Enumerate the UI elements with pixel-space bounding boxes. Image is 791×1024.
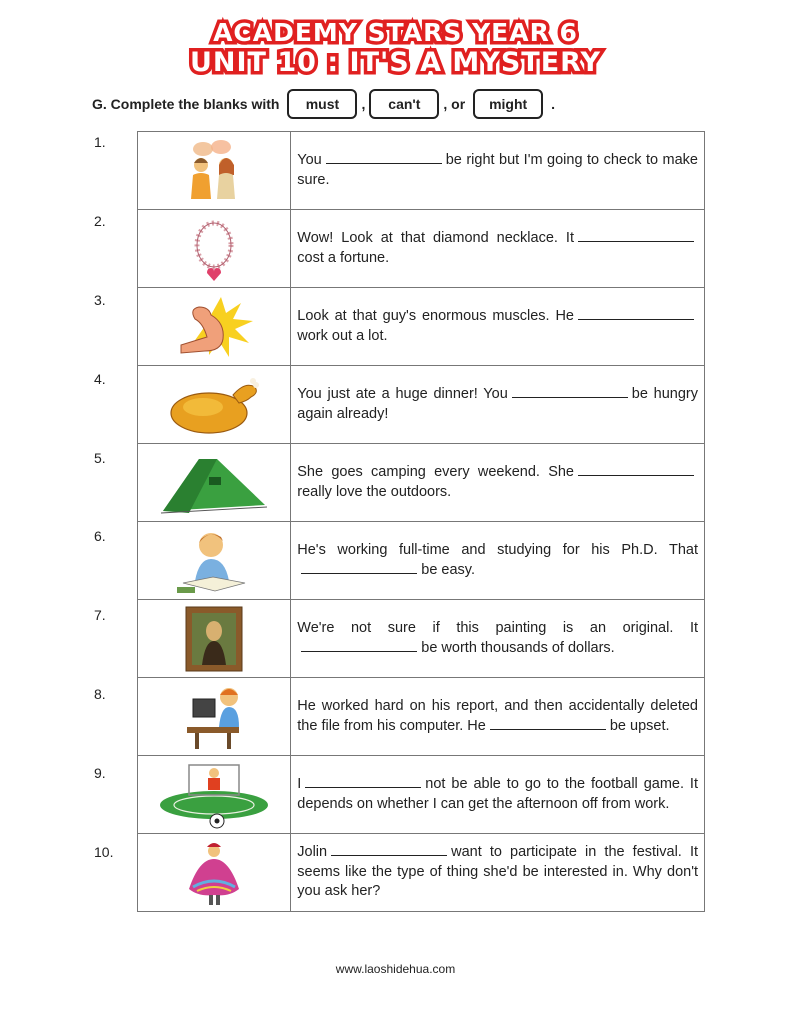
worksheet-title-line2: UNIT 10 : IT'S A MYSTERY [189,47,602,78]
picture-cell [138,522,291,600]
question-number: 1. [94,134,106,150]
sentence-cell [291,288,705,366]
exercise-row [138,678,705,756]
sentence-end: be hungry again already! [297,386,698,422]
pearl-necklace-icon [159,215,269,283]
green-tent-icon [159,449,269,517]
sentence-end: not be able to go to the football game. It depends on whether I can get the afternoon off from work. [297,776,698,812]
picture-cell [138,288,291,366]
picture-cell [138,678,291,756]
sentence-start: We're not sure if this painting is an original. It [297,620,698,636]
sentence-cell [291,522,705,600]
exercise-row [138,210,705,288]
picture-cell [138,132,291,210]
festival-dancer-icon [159,839,269,907]
sentence-start: Wow! Look at that diamond necklace. It [297,230,574,246]
worksheet-title-line1: ACADEMY STARS YEAR 6 [213,18,578,47]
sentence-start: You [297,152,322,168]
exercise-row [138,444,705,522]
sentence-end: want to participate in the festival. It seems like the type of thing she'd be interested in. Why don't you ask her? [297,844,698,900]
sentence-start: She goes camping every weekend. She [297,464,574,480]
exercise-row [138,522,705,600]
answer-blank[interactable] [578,307,694,320]
answer-blank[interactable] [301,561,417,574]
sentence-end: be worth thousands of dollars. [421,639,615,656]
picture-cell [138,444,291,522]
framed-painting-icon [159,605,269,673]
answer-blank[interactable] [305,775,421,788]
sentence-cell [291,444,705,522]
sentence-end: be right but I'm going to check to make sure. [297,152,698,188]
sentence-end: cost a fortune. [297,249,390,266]
footer-website: www.laoshidehua.com [335,962,456,976]
question-number: 6. [94,528,106,544]
sentence-start: He worked hard on his report, and then accidentally deleted the file from his computer. He [297,698,698,734]
sentence-cell [291,210,705,288]
sentence-cell [291,366,705,444]
question-number: 10. [94,844,114,860]
picture-cell [138,756,291,834]
question-number: 2. [94,213,106,229]
instruction-separator: , [361,96,366,112]
sentence-start: He's working full-time and studying for his Ph.D. That [297,542,698,558]
exercise-row [138,756,705,834]
sentence-end: be upset. [609,717,670,734]
boy-at-computer-icon [159,683,269,751]
answer-blank[interactable] [331,843,447,856]
boy-studying-icon [159,527,269,595]
sentence-start: I [297,776,302,792]
picture-cell [138,366,291,444]
sentence-end: be easy. [421,561,476,578]
answer-blank[interactable] [578,463,694,476]
exercise-row [138,288,705,366]
sentence-cell [291,600,705,678]
goalkeeper-football-icon [159,761,269,829]
instruction-separator: , or [443,96,466,112]
answer-blank[interactable] [490,717,606,730]
instruction-text: G. Complete the blanks with [92,96,280,112]
question-number: 7. [94,607,106,623]
question-number: 8. [94,686,106,702]
word-option-must: must [287,89,357,119]
sentence-cell [291,756,705,834]
sentence-cell [291,132,705,210]
exercise-table [137,131,705,912]
sentence-start: Jolin [297,844,328,861]
flexed-arm-muscle-icon [159,293,269,361]
question-number: 9. [94,765,106,781]
answer-blank[interactable] [301,639,417,652]
answer-blank[interactable] [578,229,694,242]
sentence-end: work out a lot. [297,327,388,344]
sentence-start: Look at that guy's enormous muscles. He [297,308,574,324]
exercise-row [138,132,705,210]
sentence-cell [291,834,705,912]
two-people-talking-icon [159,137,269,205]
exercise-row [138,600,705,678]
answer-blank[interactable] [512,385,628,398]
exercise-row [138,366,705,444]
sentence-end: really love the outdoors. [297,483,452,500]
exercise-row [138,834,705,912]
instruction-period: . [551,96,556,112]
word-option-cant: can't [369,89,439,119]
question-number: 4. [94,371,106,387]
word-option-might: might [473,89,543,119]
answer-blank[interactable] [326,151,442,164]
question-number: 5. [94,450,106,466]
picture-cell [138,834,291,912]
instruction-line [92,88,555,120]
picture-cell [138,600,291,678]
question-number: 3. [94,292,106,308]
roast-chicken-icon [159,371,269,439]
picture-cell [138,210,291,288]
sentence-cell [291,678,705,756]
sentence-start: You just ate a huge dinner! You [297,386,508,402]
